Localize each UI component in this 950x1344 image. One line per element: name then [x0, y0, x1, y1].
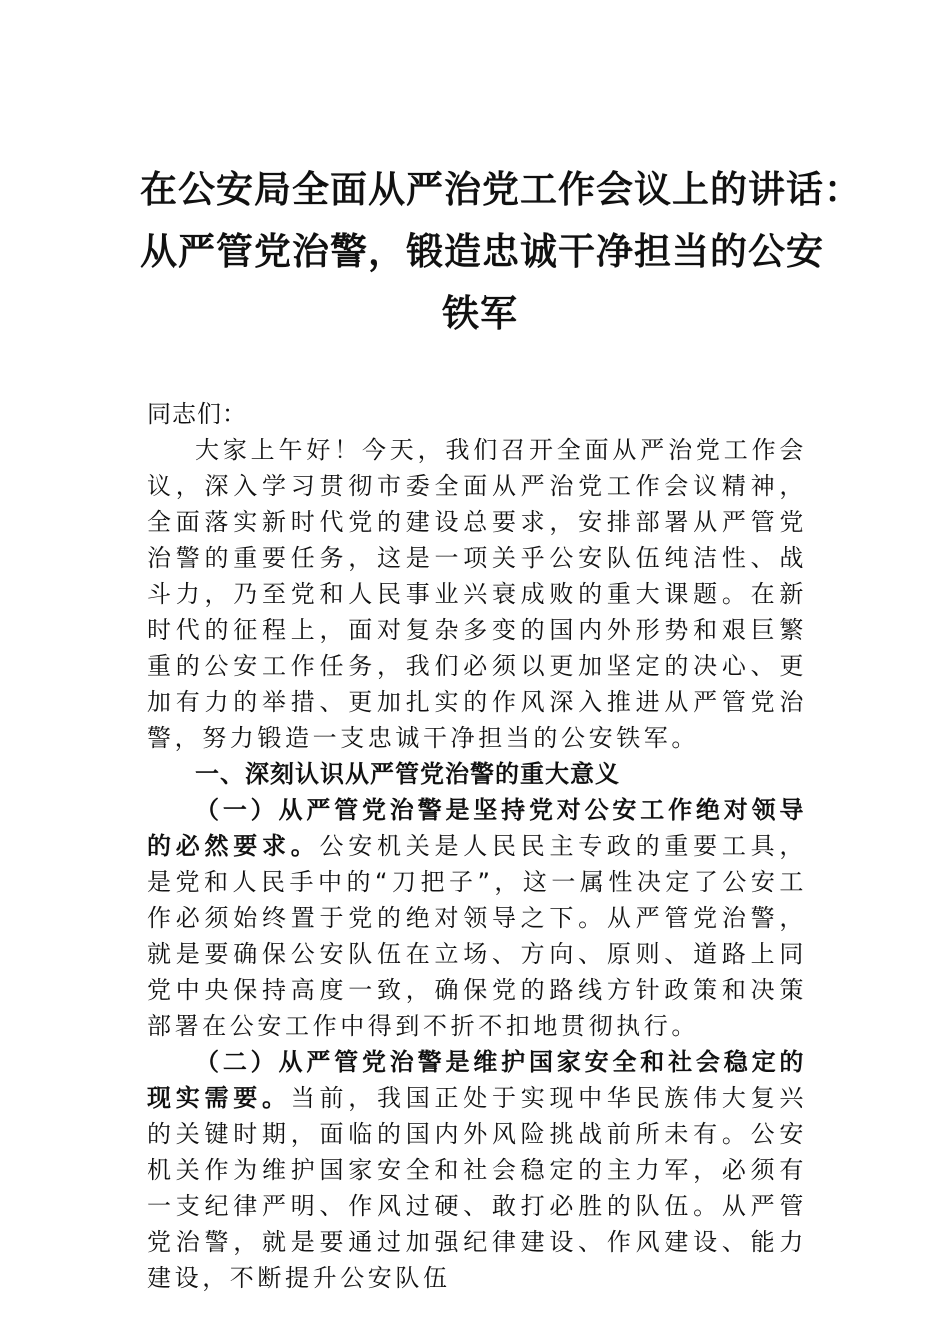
- point-1-text: 公安机关是人民民主专政的重要工具，是党和人民手中的“刀把子”，这一属性决定了公安工作必须始终置于党的绝对领导之下。从严管党治警，就是要确保公安队伍在立场、方向、原则、道路上同党中央保持高度一致，确保党的路线方针政策和决策部署在公安工作中得到不折不扣地贯彻执行。: [147, 832, 808, 1040]
- point-2-lead: （二）从严管党治警是维护国家安全和社会稳定的现实需要。: [147, 1048, 807, 1112]
- document-title: [140, 158, 862, 344]
- title-line-3: 铁军: [442, 291, 518, 335]
- point-2-paragraph: [147, 1044, 807, 1296]
- point-2-text: 当前，我国正处于实现中华民族伟大复兴的关键时期，面临的国内外风险挑战前所未有。公安机关作为维护国家安全和社会稳定的主力军，必须有一支纪律严明、作风过硬、敢打必胜的队伍。从严管党治警，就是要通过加强纪律建设、作风建设、能力建设，不断提升公安队伍: [147, 1084, 807, 1292]
- salutation: 同志们：: [147, 400, 247, 428]
- point-1-lead: （一）从严管党治警是坚持党对公安工作绝对领导的必然要求。: [147, 796, 807, 860]
- title-line-1: 在公安局全面从严治党工作会议上的讲话：: [140, 167, 862, 211]
- intro-paragraph: 大家上午好！今天，我们召开全面从严治党工作会议，深入学习贯彻市委全面从严治党工作会议精神，全面落实新时代党的建设总要求，安排部署从严管党治警的重要任务，这是一项关乎公安队伍纯洁性、战斗力，乃至党和人民事业兴衰成败的重大课题。在新时代的征程上，面对复杂多变的国内外形势和艰巨繁重的公安工作任务，我们必须以更加坚定的决心、更加有力的举措、更加扎实的作风深入推进从严管党治警，努力锻造一支忠诚干净担当的公安铁军。: [147, 436, 807, 752]
- title-line-2: 从严管党治警，锻造忠诚干净担当的公安: [140, 229, 824, 273]
- document-body: [147, 396, 807, 1296]
- point-1-paragraph: [147, 792, 807, 1044]
- section-1-heading: 一、深刻认识从严管党治警的重大意义: [195, 760, 620, 788]
